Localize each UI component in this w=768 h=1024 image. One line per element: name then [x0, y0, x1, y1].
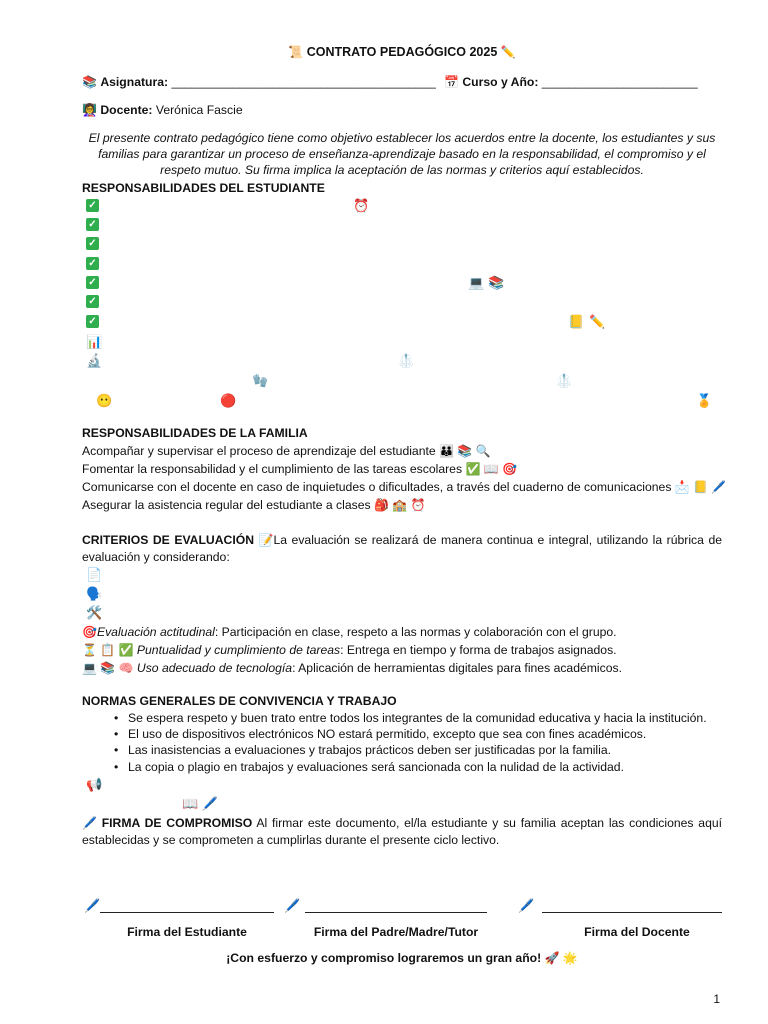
list-item: • Se espera respeto y buen trato entre todos los integrantes de la comunidad educativa y hacia la institución. — [128, 710, 707, 726]
teacher-signature-label: Firma del Docente — [584, 925, 690, 939]
microscope-icon: 🔬 — [86, 353, 103, 368]
family-heading: RESPONSABILIDADES DE LA FAMILIA — [82, 426, 308, 440]
books-icon: 📚 — [488, 275, 505, 290]
document-icon: 📄 — [86, 567, 103, 582]
page-number: 1 — [713, 992, 720, 1006]
backpack-school-clock-icons: 🎒 🏫 ⏰ — [374, 498, 426, 512]
list-item: Asegurar la asistencia regular del estudiante a clases 🎒 🏫 ⏰ — [82, 498, 426, 512]
face-icon: 😶 — [96, 393, 113, 408]
norms-heading: NORMAS GENERALES DE CONVIVENCIA Y TRABAJO — [82, 694, 397, 708]
parent-signature-line — [305, 912, 487, 913]
rocket-star-icons: 🚀 🌟 — [544, 951, 578, 965]
parent-signature-label: Firma del Padre/Madre/Tutor — [313, 925, 479, 939]
family-icons: 👪 📚 🔍 — [439, 444, 491, 458]
pencil-icon: ✏️ — [589, 314, 606, 329]
criteria-item: ⏳ 📋 ✅ Puntualidad y cumplimiento de tareas: Entrega en tiempo y forma de trabajos asignados. — [82, 643, 617, 657]
closing-message: ¡Con esfuerzo y compromiso lograremos un gran año! 🚀 🌟 — [226, 951, 578, 965]
book-pen-icons: 📖 🖊️ — [182, 796, 218, 811]
list-item: • La copia o plagio en trabajos y evaluaciones será sancionada con la nulidad de la actividad. — [128, 759, 624, 775]
document-title: 📜 CONTRATO PEDAGÓGICO 2025 ✏️ — [288, 45, 516, 59]
criteria-item: 💻 📚 🧠 Uso adecuado de tecnología: Aplicación de herramientas digitales para fines académicos. — [82, 661, 622, 675]
course-field: 📅 Curso y Año: _______________________ — [444, 75, 698, 89]
list-item: • Las inasistencias a evaluaciones y trabajos prácticos deben ser justificadas por la familia. — [128, 742, 611, 758]
books-icon: 📚 — [82, 75, 97, 89]
student-signature-line — [100, 912, 274, 913]
pen-icon: 🖊️ — [82, 816, 97, 830]
hourglass-clipboard-check-icons: ⏳ 📋 ✅ — [82, 643, 134, 657]
mail-note-pen-icons: 📩 📒 🖊️ — [674, 480, 727, 494]
check-icon: ✓ — [86, 218, 99, 231]
lab-coat-icon: 🥼 — [398, 353, 415, 368]
scroll-icon: 📜 — [288, 45, 304, 59]
pen-icon: 🖊️ — [518, 898, 535, 913]
commitment-heading: FIRMA DE COMPROMISO — [101, 816, 253, 830]
chart-icon: 📊 — [86, 334, 103, 349]
calendar-icon: 📅 — [444, 75, 459, 89]
check-icon: ✓ — [86, 237, 99, 250]
commitment-paragraph: 🖊️ FIRMA DE COMPROMISO Al firmar este documento, el/la estudiante y su familia aceptan las condiciones aquí establecidas y se comprometen a cumplirlas durante el presente ciclo lectivo. — [82, 816, 723, 847]
red-circle-icon: 🔴 — [220, 393, 237, 408]
list-item: Comunicarse con el docente en caso de inquietudes o dificultades, a través del cuaderno de comunicaciones 📩 📒 🖊️ — [82, 480, 727, 494]
check-icon: ✓ — [86, 295, 99, 308]
memo-icon: 📝 — [258, 533, 274, 547]
teacher-icon: 👩‍🏫 — [82, 103, 97, 117]
check-book-target-icons: ✅ 📖 🎯 — [465, 462, 517, 476]
pen-icon: 🖊️ — [84, 898, 101, 913]
notebook-icon: 📒 — [568, 314, 585, 329]
student-heading: RESPONSABILIDADES DEL ESTUDIANTE — [82, 181, 325, 195]
megaphone-icon: 📢 — [86, 777, 103, 792]
check-icon: ✓ — [86, 199, 99, 212]
criteria-paragraph: CRITERIOS DE EVALUACIÓN 📝La evaluación se realizará de manera continua e integral, utilizando la rúbrica de evaluación y considerando: — [82, 533, 723, 564]
tools-icon: 🛠️ — [86, 605, 103, 620]
speaking-head-icon: 🗣️ — [86, 586, 103, 601]
glove-icon: 🧤 — [252, 373, 269, 388]
lab-coat-icon: 🥼 — [556, 373, 573, 388]
medal-icon: 🏅 — [696, 393, 713, 408]
subject-field: 📚 Asignatura: _______________________________________ — [82, 75, 436, 89]
pen-icon: 🖊️ — [284, 898, 301, 913]
criteria-item: 🎯Evaluación actitudinal: Participación en clase, respeto a las normas y colaboración con el grupo. — [82, 625, 617, 639]
intro-paragraph: El presente contrato pedagógico tiene como objetivo establecer los acuerdos entre la docente, los estudiantes y sus familias para garantizar un proceso de enseñanza-aprendizaje basado en la responsabilidad, el compromiso y el respeto mutuo. Su firma implica la aceptación de las normas y criterios aquí establecidos. — [88, 131, 716, 177]
check-icon: ✓ — [86, 257, 99, 270]
list-item: • El uso de dispositivos electrónicos NO estará permitido, excepto que sea con fines académicos. — [128, 726, 646, 742]
teacher-field: 👩‍🏫 Docente: Verónica Fascie — [82, 103, 243, 117]
target-icon: 🎯 — [82, 625, 97, 639]
list-item: Acompañar y supervisar el proceso de aprendizaje del estudiante 👪 📚 🔍 — [82, 444, 491, 458]
check-icon: ✓ — [86, 276, 99, 289]
student-signature-label: Firma del Estudiante — [127, 925, 247, 939]
criteria-heading: CRITERIOS DE EVALUACIÓN — [82, 533, 254, 547]
alarm-clock-icon: ⏰ — [353, 198, 370, 213]
pencil-icon: ✏️ — [500, 45, 516, 59]
computer-icon: 💻 — [468, 275, 485, 290]
check-icon: ✓ — [86, 315, 99, 328]
computer-books-brain-icons: 💻 📚 🧠 — [82, 661, 134, 675]
teacher-signature-line — [542, 912, 722, 913]
list-item: Fomentar la responsabilidad y el cumplimiento de las tareas escolares ✅ 📖 🎯 — [82, 462, 517, 476]
